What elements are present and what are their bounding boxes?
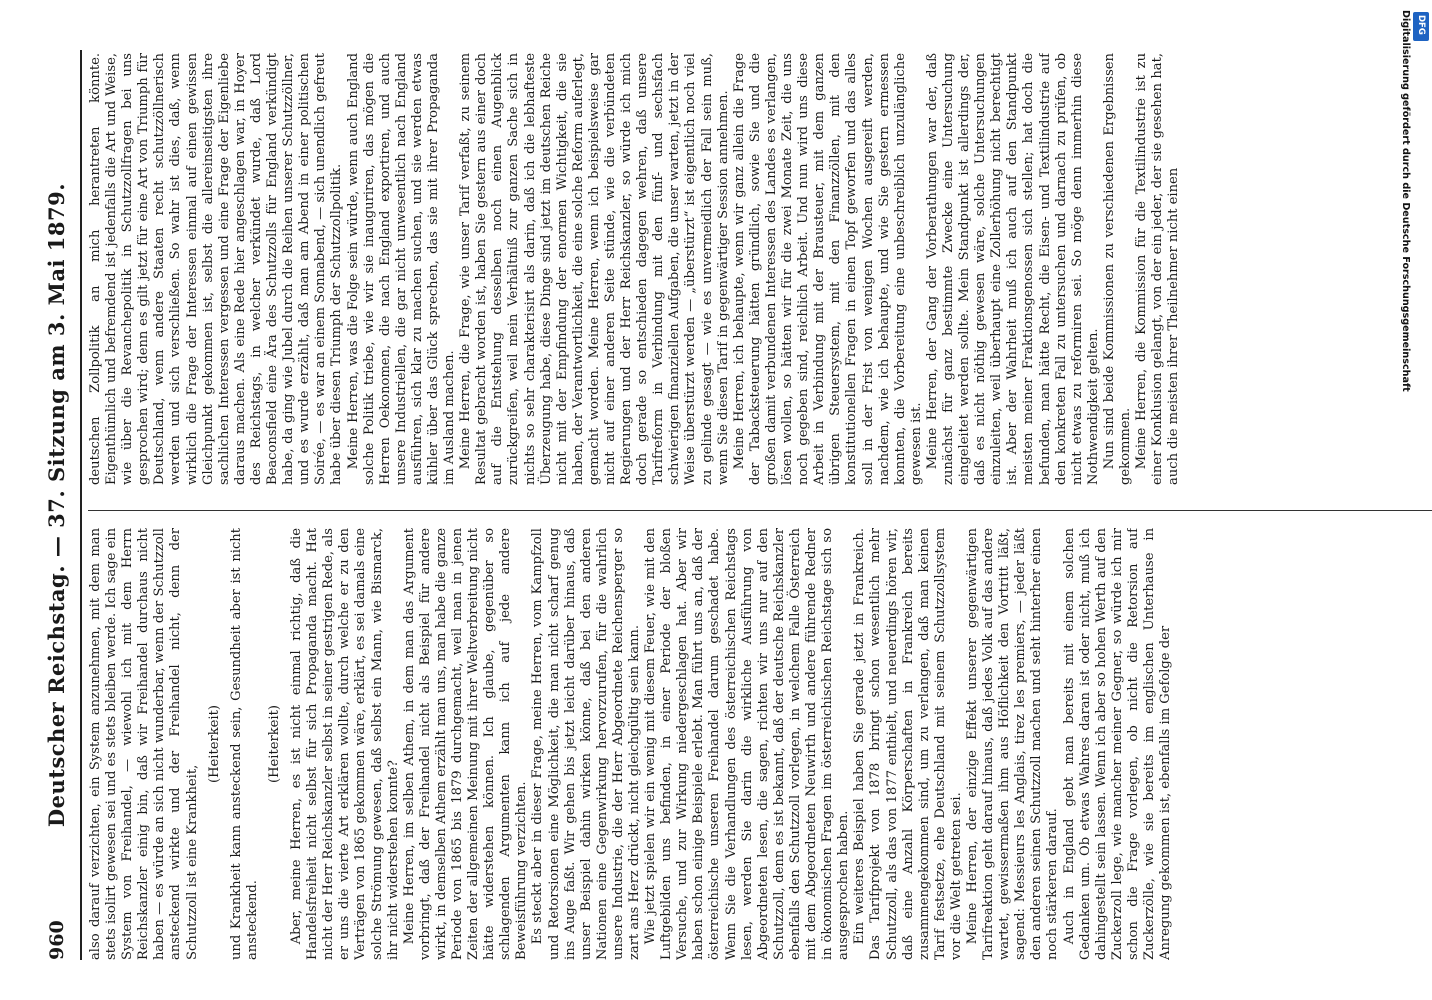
paragraph: und Krankheit kann ansteckend sein, Gesundheit aber ist nicht ansteckend.	[228, 528, 260, 960]
paragraph: Es steckt aber in dieser Frage, meine Herren, vom Kampfzoll und Retorsionen eine Möglichkeit, die man nicht scharf genug ins Auge faßt. Wir gehen bis jetzt leicht darüber hinaus, daß unser Beispiel dahin wirken könne, daß bei den anderen Nationen eine Gegenwirkung hervorzurufen, für die wahrlich unsere Industrie, die der Herr Abgeordnete Reichensperger so zart ans Herz drückt, nicht gleichgültig sein kann.	[530, 528, 642, 960]
dfg-logo: DFG	[1413, 12, 1429, 41]
paragraph: Auch in England gebt man bereits mit einem solchen Gedanken um. Ob etwas Wahres daran ist oder nicht, muß ich dahingestellt sein lassen. Wenn ich aber so hohen Werth auf den Zuckerzoll lege, wie mancher meiner Gegner, so würde ich mir schon die Frage vorlegen, ob nicht die Retorsion auf Zuckerzölle, wie sie bereits im englischen Unterhause in Anregung gekommen ist, ebenfalls im Gefolge der	[1061, 528, 1174, 960]
paragraph: Ein weiteres Beispiel haben Sie gerade jetzt in Frankreich. Das Tarifprojekt von 1878 bringt schon wesentlich mehr Schutzzoll, als das von 1877 enthielt, und neuerdings hören wir, daß eine Anzahl Körperschaften in Frankreich bereits zusammengekommen sind, um zu verlangen, daß man keinen Tarif festsetze, ehe Deutschland mit seinem Schutzzollsystem vor die Welt getreten sei.	[852, 528, 964, 960]
paragraph: Meine Herren, der einzige Effekt unserer gegenwärtigen Tarifreaktion geht darauf hinaus, daß jedes Volk auf das andere wartet, gewissermaßen ihm aus Höflichkeit den Vortritt läßt, sagend: Messieurs les Anglais, tirez les premiers, — jeder läßt den anderen seinen Schutzzoll machen und seht hinterher einen noch stärkeren darauf.	[964, 528, 1061, 960]
page-header	[42, 50, 72, 960]
digitization-credit: Digitalisierung gefördert durch die Deutsche Forschungsgemeinschaft	[1400, 10, 1411, 392]
paragraph: Meine Herren, ich behaupte, wenn wir ganz allein die Frage der Tabacksteuerung hätten gründlich, sowie Sie und die großen damit verbundenen Interessen des Landes es verlangen, lösen wollen, so hätten wir für die zwei Monate Zeit, die uns noch gegeben sind, reichlich Arbeit. Und nun wird uns diese Arbeit in Verbindung mit der Brausteuer, mit dem ganzen übrigen Steuersystem, mit den Finanzzöllen, mit den konstitutionellen Fragen in einen Topf geworfen und das alles soll in der Frist von wenigen Wochen ausgereift werden, nachdem, wie ich behaupte, und wie Sie gestern ermessen konnten, die Vorbereitung eine unbeschreiblich unzulängliche gewesen ist.	[731, 53, 924, 485]
interjection: (Heiterkeit)	[266, 705, 282, 783]
page-number: 960	[46, 920, 68, 960]
paragraph: Nun sind beide Kommissionen zu verschiedenen Ergebnissen gekommen.	[1101, 53, 1133, 485]
paragraph: Meine Herren, der Gang der Vorberathungen war der, daß zunächst für ganz bestimmte Zwecke eine Untersuchung eingeleitet werden sollte. Mein Standpunkt ist allerdings der, daß es nicht nöthig gewesen wäre, solche Untersuchungen einzuleiten, weil überhaupt eine Zollerhöhung nicht berechtigt ist. Aber der Wahrheit muß ich auch auf den Standpunkt meisten meiner Fraktionsgenossen sich stellen; hat doch die befunden, man hätte Recht, die Eisen- und Textilindustrie auf den konkreten Fall zu untersuchen und darnach zu prüfen, ob nicht etwas zu reformiren sei. So möge denn immerhin diese Nothwendigkeit gelten.	[924, 53, 1101, 485]
paragraph: Meine Herren, was die Folge sein würde, wenn auch England solche Politik triebe, wie wir sie inauguriren, das mögen die Herren Oekonomen, die nach England exportiren, und auch unsere Industriellen, die gar nicht unwesentlich nach England ausführen, sich klar zu machen suchen, und sie werden etwas kühler über das Glück sprechen, das sie mit ihrer Propaganda im Ausland machen.	[345, 53, 458, 485]
paragraph: deutschen Zollpolitik an mich herantreten könnte. Eigenthümlich und befremdend ist jedenfalls die Art und Weise, wie über die Revanchepolitik in Schutzzollfragen bei uns gesprochen wird; denn es gilt jetzt für eine Art von Triumph für Deutschland, wenn andere Staaten recht schutzzöllnerisch werden und sich verschließen. So wahr ist dies, daß, wenn wirklich die Frage der Interessen einmal auf einen gewissen Gleichpunkt gekommen ist, selbst die allereinseitigsten ihre sachlichen Interessen vergessen und eine Frage der Eigenliebe daraus machen. Als eine Rede hier angeschlagen war, in Hoyer des Reichstags, in welcher verkündet wurde, daß Lord Beaconsfield eine Ära des Schutzzolls für England verkündigt habe, da ging wie Jubel durch die Reihen unserer Schutzzöllner, und es wurde erzählt, daß man am Abend in einer politischen Soirée, — es war an einem Sonnabend, — sich unendlich gefreut habe über diesen Triumph der Schutzzollpolitik.	[88, 53, 345, 485]
paragraph: Meine Herren, die Kommission für die Textilindustrie ist zu einer Konklusion gelangt, von der ein jeder, der sie gesehen hat, auch die meisten ihrer Theilnehmer nicht einen	[1134, 53, 1182, 485]
running-title: Deutscher Reichstag. — 37. Sitzung am 3. Mai 1879.	[44, 182, 69, 828]
interjection: (Heiterkeit)	[206, 705, 222, 783]
paragraph: Aber, meine Herren, es ist nicht einmal richtig, daß die Handelsfreiheit nicht selbst für sich Propaganda macht. Hat nicht der Herr Reichskanzler selbst in seiner gestrigen Rede, als er uns die vierte Art erklären wollte, durch welche er zu den Verträgen von 1865 gekommen wäre, erklärt, es sei damals eine solche Strömung gewesen, daß selbst ein Mann, wie Bismarck, ihr nicht widerstehen konnte?	[289, 528, 401, 960]
paragraph: Wie jetzt spielen wir ein wenig mit diesem Feuer, wie mit den Luftgebilden uns befinden, in einer Periode der bloßen Versuche, und zur Wirkung niedergeschlagen hat. Aber wir haben schon einige Beispiele erlebt. Man führt uns an, daß der österreichische unseren Freihandel darum geschadet habe. Wenn Sie die Verhandlungen des österreichischen Reichstags lesen, werden Sie darin die wirkliche Ausführung von Abgeordneten lesen, die sagen, richten wir uns nur auf den Schutzzoll, denn es ist bekannt, daß der deutsche Reichskanzler ebenfalls den Schutzzoll vorlegen, in welchem Falle Österreich mit dem Abgeordneten Neuwirth und andere führende Redner in ökonomischen Fragen im österreichischen Reichstage sich so ausgesprochen haben.	[643, 528, 852, 960]
paragraph: Meine Herren, die Frage, wie unser Tarif verfaßt, zu seinem Resultat gebracht worden ist, haben Sie gestern aus einer doch auf die Entstehung desselben noch einen Augenblick zurückgreifen, weil mein Verhältniß zur ganzen Sache sich in nichts so sehr charakterisirt als darin, daß ich die lebhafteste Überzeugung habe, diese Dinge sind jetzt im deutschen Reiche nicht mit der Empfindung der enormen Wichtigkeit, die sie haben, der Verantwortlichkeit, die eine solche Reform auferlegt, gemacht worden. Meine Herren, wenn ich beispielsweise gar nicht auf einer anderen Seite stünde, wie die verbündeten Regierungen und der Herr Reichskanzler, so würde ich mich doch gerade so entschieden dagegen wehren, daß unsere Tarifreform in Verbindung mit den fünf- und sechsfach schwierigen finanziellen Aufgaben, die unser warten, jetzt in der Weise überstürzt werden — „überstürzt“ ist eigentlich noch viel zu gelinde gesagt — wie es unvermeidlich der Fall sein muß, wenn Sie diesen Tarif in gegenwärtiger Session annehmen.	[458, 53, 731, 485]
header-rule	[80, 50, 82, 960]
column-divider	[88, 510, 1432, 511]
paragraph: Meine Herren, im selben Athem, in dem man das Argument vorbringt, daß der Freihandel nicht als Beispiel für andere wirkt, in demselben Athem erzählt man uns, man habe die ganze Periode von 1865 bis 1879 durchgemacht, weil man in jenen Zeiten der allgemeinen Meinung mit ihrer Weltverbreitung nicht hätte widerstehen können. Ich glaube, gegenüber so schlagenden Argumenten kann ich auf jede andere Beweisführung verzichten.	[401, 528, 530, 960]
right-column	[88, 53, 1432, 485]
left-column	[88, 528, 1432, 960]
paragraph: also darauf verzichten, ein System anzunehmen, mit dem man stets isolirt gewesen sei und es stets bleiben werde. Ich sage ein System von Freihandel, — wiewohl ich mit dem Herrn Reichskanzler einig bin, daß wir Freihandel durchaus nicht haben — es würde an sich nicht wunderbar, wenn der Schutzzoll ansteckend wirkte und der Freihandel nicht, denn der Schutzzoll ist eine Krankheit,	[88, 528, 200, 960]
